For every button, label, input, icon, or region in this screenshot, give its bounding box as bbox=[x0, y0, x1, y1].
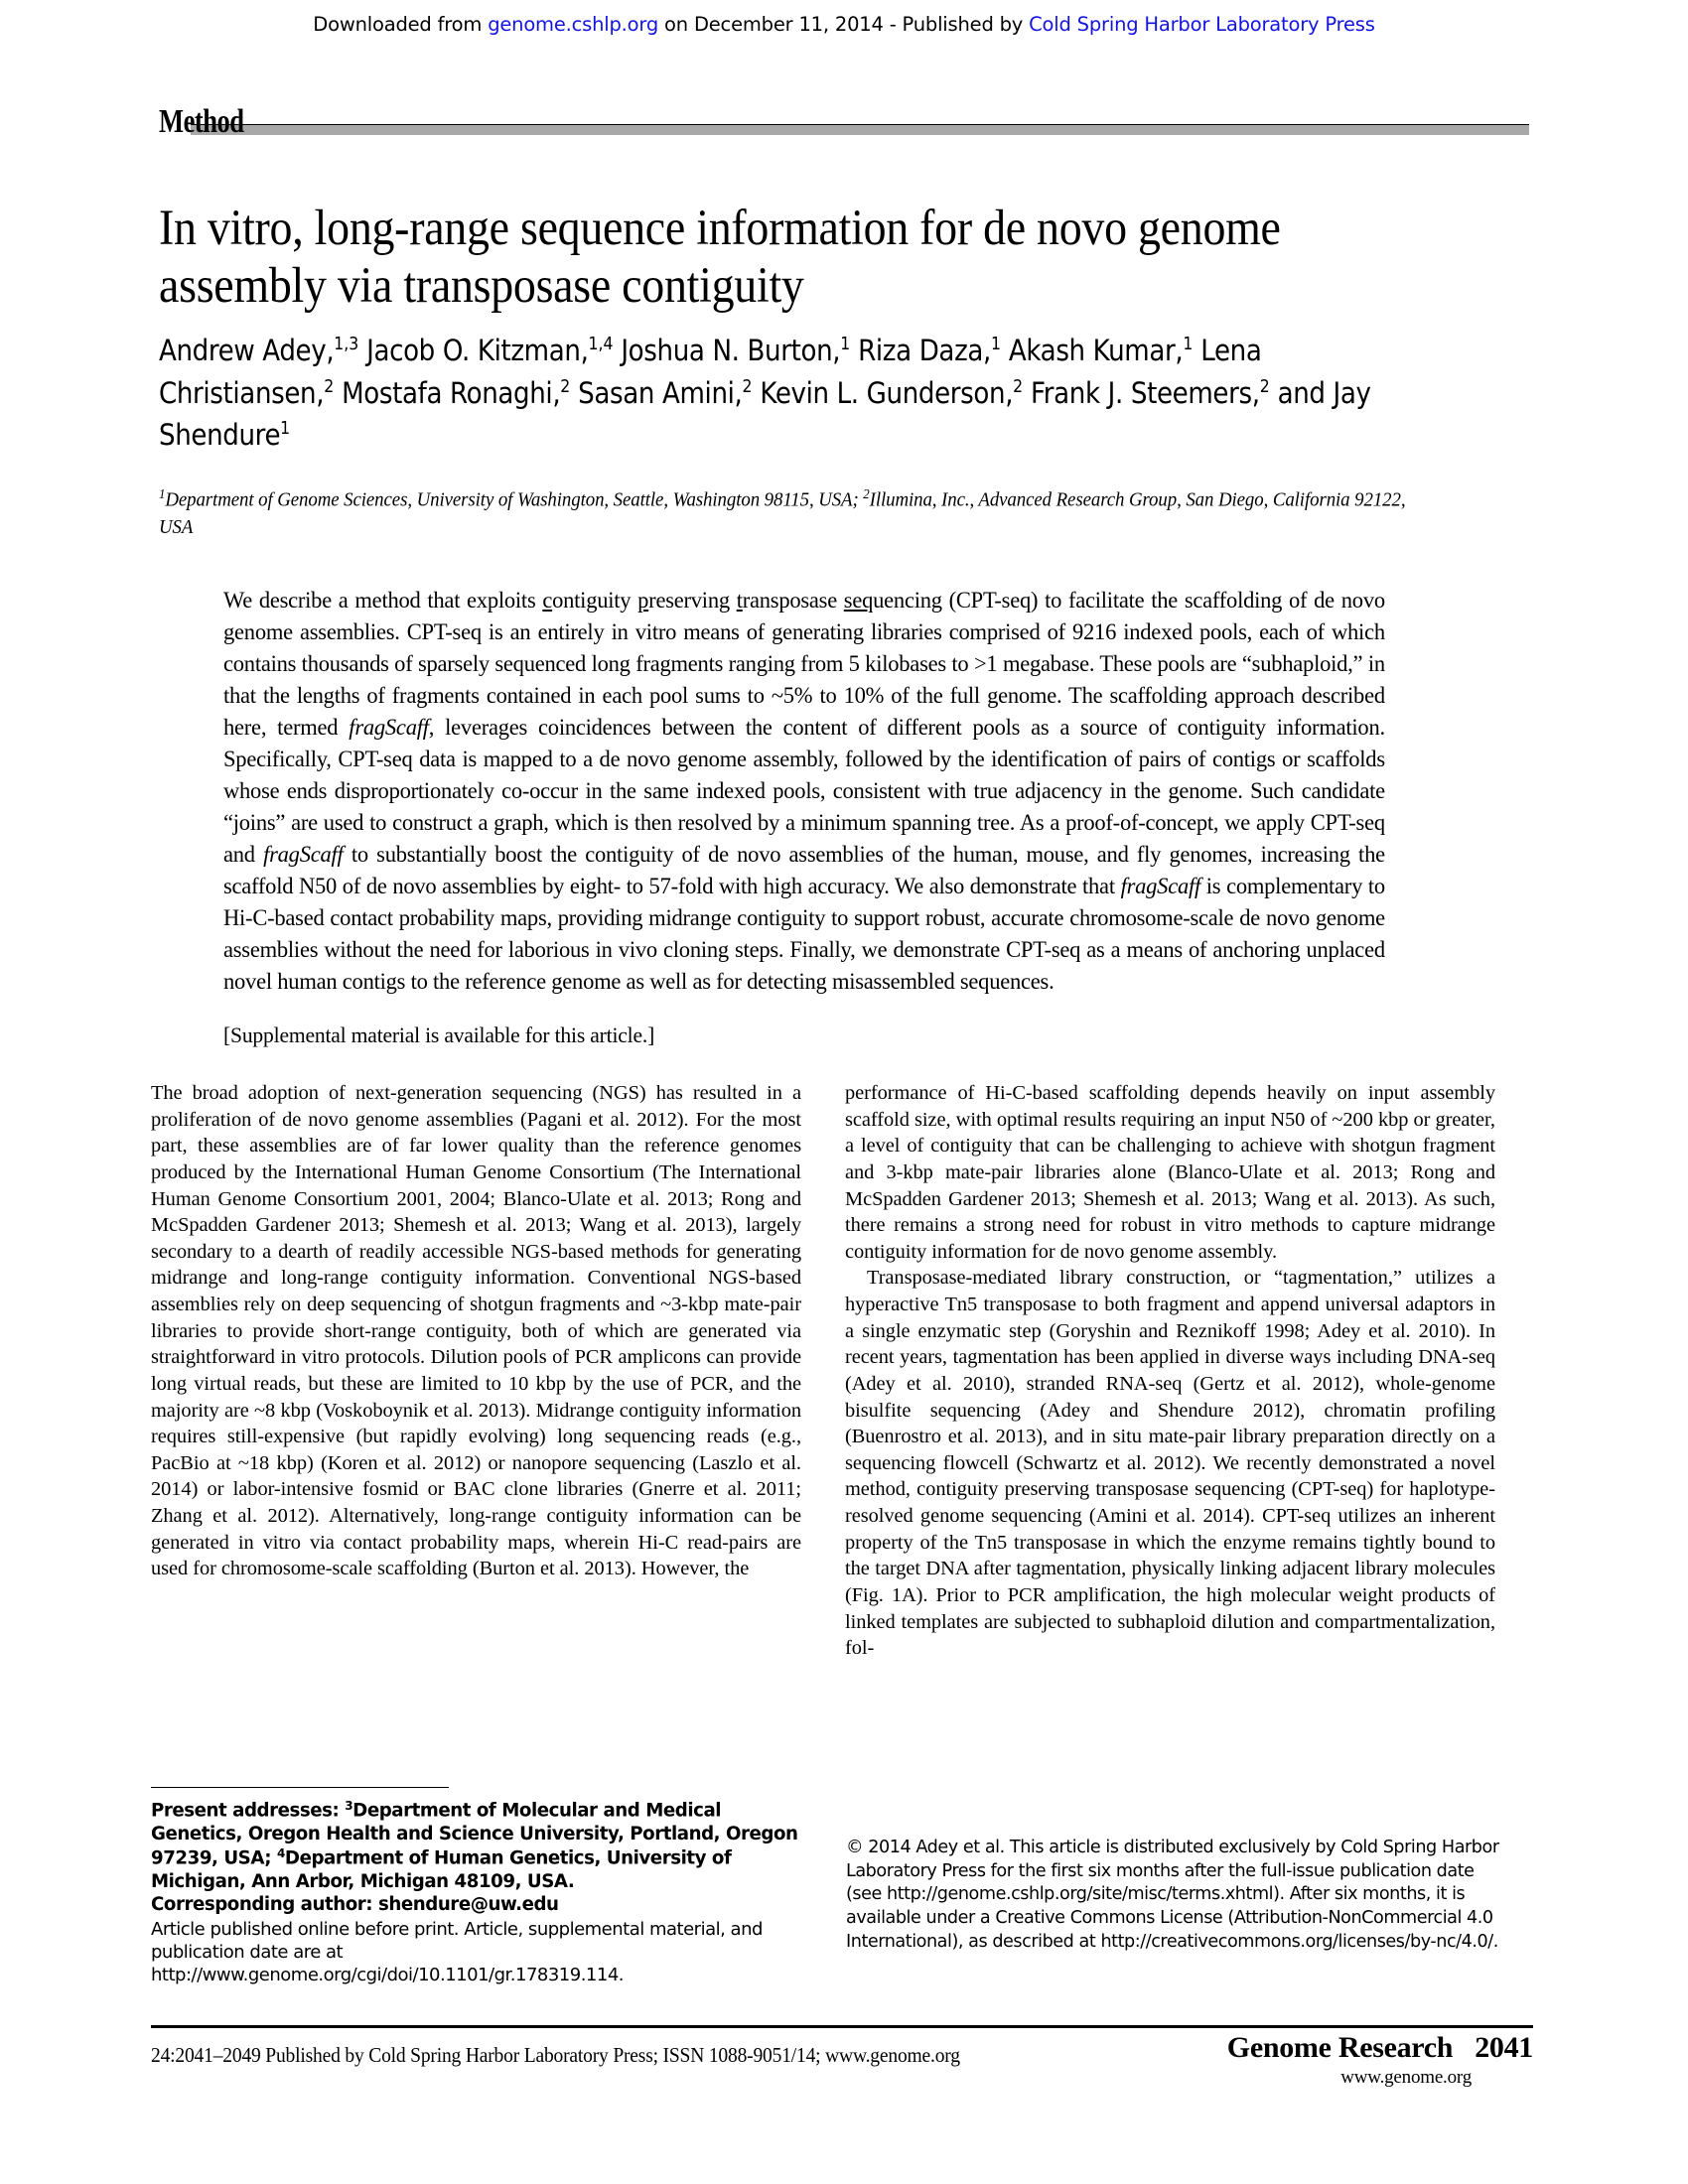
present-addresses: Present addresses: $^3$Department of Molecular and Medical Genetics, Oregon Health and Science University, Portland, Oregon 97239, USA; $^4$Department of Human Genetics, University of Michigan, Ann Arbor, Michigan 48109, USA. bbox=[151, 1799, 798, 1892]
banner-middle: on December 11, 2014 - Published by bbox=[658, 13, 1030, 36]
section-header bbox=[159, 105, 1529, 139]
footer-divider bbox=[151, 2025, 1533, 2028]
page-title: In vitro, long-range sequence information for de novo genome assembly via transposase contiguity bbox=[159, 201, 1281, 314]
journal-name: Genome Research bbox=[1226, 2031, 1454, 2064]
journal-url: www.genome.org bbox=[1340, 2067, 1472, 2088]
body-column-right: performance of Hi-C-based scaffolding depends heavily on input assembly scaffold size, with optimal results requiring an input N50 of ~200 kbp or greater, a level of contiguity that can be challenging to achieve with shotgun fragment and 3-kbp mate-pair libraries alone (Blanco-Ulate et al. 2013; Rong and McSpadden Gardener 2013; Shemesh et al. 2013; Wang et al. 2013). As such, there remains a strong need for robust in vitro methods to capture midrange contiguity information for de novo genome assembly. Transposase-mediated library construction, or “tagmentation,” utilizes a hyperactive Tn5 transposase to both fragment and append universal adaptors in a single enzymatic step (Goryshin and Reznikoff 1998; Adey et al. 2010). In recent years, tagmentation has been applied in diverse ways including DNA-seq (Adey et al. 2010), stranded RNA-seq (Gertz et al. 2012), whole-genome bisulfite sequencing (Adey and Shendure 2012), chromatin profiling (Buenrostro et al. 2013), and in situ mate-pair library preparation directly on a sequencing flowcell (Schwartz et al. 2012). We recently demonstrated a novel method, contiguity preserving transposase sequencing (CPT-seq) for haplotype-resolved genome sequencing (Amini et al. 2014). CPT-seq utilizes an inherent property of the Tn5 transposase in which the enzyme remains tightly bound to the target DNA after tagmentation, physically linking adjacent library molecules (Fig. 1A). Prior to PCR amplification, the high molecular weight products of linked templates are subjected to subhaploid dilution and compartmentalization, fol- bbox=[845, 1082, 1495, 1660]
footer-journal-block bbox=[1227, 2031, 1533, 2089]
banner-link-genome-cshlp[interactable]: genome.cshlp.org bbox=[488, 13, 659, 36]
download-banner bbox=[0, 13, 1688, 36]
section-label: Method bbox=[159, 103, 244, 140]
article-publication-note: Article published online before print. Article, supplemental material, and publication date are at http://www.genome.org/cgi/doi/10.1101/gr.178319.114. bbox=[151, 1918, 763, 1986]
supplemental-note: [Supplemental material is available for this article.] bbox=[223, 1023, 655, 1047]
banner-link-cshl-press[interactable]: Cold Spring Harbor Laboratory Press bbox=[1029, 13, 1375, 36]
copyright-note: © 2014 Adey et al. This article is distributed exclusively by Cold Spring Harbor Laboratory Press for the first six months after the full-issue publication date (see http://genome.cshlp.org/site/misc/terms.xhtml). After six months, it is available under a Creative Commons License (Attribution-NonCommercial 4.0 International), as described at http://creativecommons.org/licenses/by-nc/4.0/. bbox=[846, 1838, 1499, 1952]
author-list: Andrew Adey,$^{1,3}$ Jacob O. Kitzman,$^{1,4}$ Joshua N. Burton,$^1$ Riza Daza,$^1$ Akash Kumar,$^1$ Lena Christiansen,$^2$ Mostafa Ronaghi,$^2$ Sasan Amini,$^2$ Kevin L. Gunderson,$^2$ Frank J. Steemers,$^2$ and Jay Shendure$^1$ bbox=[159, 334, 1371, 453]
footnote-divider bbox=[151, 1787, 449, 1788]
footer-citation: 24:2041–2049 Published by Cold Spring Harbor Laboratory Press; ISSN 1088-9051/14; www.genome.org bbox=[151, 2043, 960, 2067]
corresponding-author[interactable]: Corresponding author: shendure@uw.edu bbox=[151, 1894, 559, 1916]
section-rule bbox=[191, 124, 1529, 135]
affiliation-list: $^1$Department of Genome Sciences, University of Washington, Seattle, Washington 98115, USA; $^2$Illumina, Inc., Advanced Research Group, San Diego, California 92122, USA bbox=[159, 487, 1406, 538]
body-columns bbox=[151, 1080, 1541, 1765]
footnote-block-left bbox=[151, 1799, 806, 1987]
body-column-left: The broad adoption of next-generation sequencing (NGS) has resulted in a proliferation of de novo genome assemblies (Pagani et al. 2012). For the most part, these assemblies are of far lower quality than the reference genomes produced by the International Human Genome Consortium (The International Human Genome Consortium 2001, 2004; Blanco-Ulate et al. 2013; Rong and McSpadden Gardener 2013; Shemesh et al. 2013; Wang et al. 2013), largely secondary to a dearth of readily accessible NGS-based methods for generating midrange and long-range contiguity information. Conventional NGS-based assemblies rely on deep sequencing of shotgun fragments and ~3-kbp mate-pair libraries to provide short-range contiguity, both of which are generated via straightforward in vitro protocols. Dilution pools of PCR amplicons can provide long virtual reads, but these are limited to 10 kbp by the use of PCR, and the majority are ~8 kbp (Voskoboynik et al. 2013). Midrange contiguity information requires still-expensive (but rapidly evolving) long sequencing reads (e.g., PacBio at ~18 kbp) (Koren et al. 2012) or nanopore sequencing (Laszlo et al. 2014) or labor-intensive fosmid or BAC clone libraries (Gnerre et al. 2011; Zhang et al. 2012). Alternatively, long-range contiguity information can be generated in vitro via contact probability maps, wherein Hi-C read-pairs are used for chromosome-scale scaffolding (Burton et al. 2013). However, the bbox=[151, 1082, 801, 1580]
page-number: 2041 bbox=[1475, 2031, 1533, 2064]
banner-prefix: Downloaded from bbox=[313, 13, 489, 36]
abstract-text: We describe a method that exploits contiguity preserving transposase sequencing (CPT-seq) to facilitate the scaffolding of de novo genome assemblies. CPT-seq is an entirely in vitro means of generating libraries comprised of 9216 indexed pools, each of which contains thousands of sparsely sequenced long fragments ranging from 5 kilobases to >1 megabase. These pools are “subhaploid,” in that the lengths of fragments contained in each pool sums to ~5% to 10% of the full genome. The scaffolding approach described here, termed fragScaff, leverages coincidences between the content of different pools as a source of contiguity information. Specifically, CPT-seq data is mapped to a de novo genome assembly, followed by the identification of pairs of contigs or scaffolds whose ends disproportionately co-occur in the same indexed pools, consistent with true adjacency in the genome. Such candidate “joins” are used to construct a graph, which is then resolved by a minimum spanning tree. As a proof-of-concept, we apply CPT-seq and fragScaff to substantially boost the contiguity of de novo assemblies of the human, mouse, and fly genomes, increasing the scaffold N50 of de novo assemblies by eight- to 57-fold with high accuracy. We also demonstrate that fragScaff is complementary to Hi-C-based contact probability maps, providing midrange contiguity to support robust, accurate chromosome-scale de novo genome assemblies without the need for laborious in vivo cloning steps. Finally, we demonstrate CPT-seq as a means of anchoring unplaced novel human contigs to the reference genome as well as for detecting misassembled sequences. bbox=[223, 588, 1385, 995]
